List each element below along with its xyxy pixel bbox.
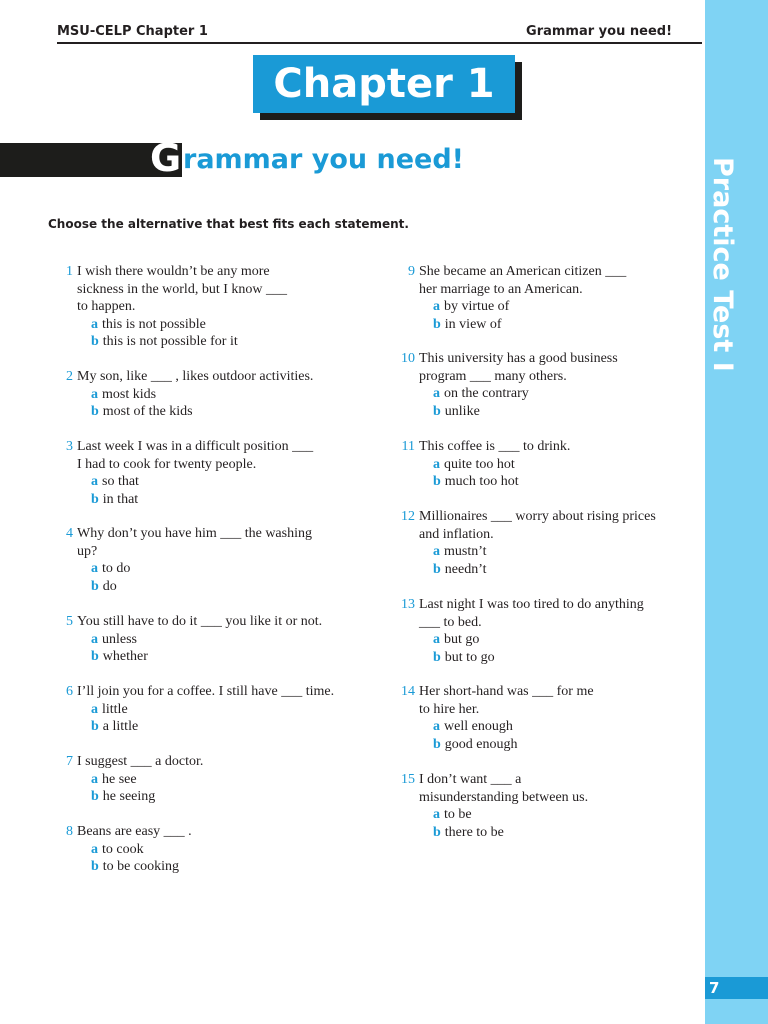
answer-options [91,701,334,736]
header-left: MSU-CELP Chapter 1 [57,24,208,39]
option-letter: b [433,316,441,332]
question-body [77,753,203,806]
option-text: this is not possible for it [102,334,238,349]
question-body [77,263,287,351]
option-letter: a [433,807,440,822]
option-text: there to be [444,824,504,840]
question-text-line: program ___ many others. [419,368,567,384]
option-text: he seeing [102,789,156,804]
option-letter: a [91,474,98,489]
question-text-line: and inflation. [419,526,494,542]
question-text-line: Last night I was too tired to do anything [419,597,644,612]
question-text-line: I suggest ___ a doctor. [77,754,204,769]
option-text: so that [102,474,139,489]
option-text: on the contrary [444,386,529,401]
option-text: by virtue of [444,299,510,314]
answer-options [91,386,313,421]
answer-options [433,456,570,491]
answer-options [433,718,594,753]
answer-option [433,649,644,667]
answer-options [91,560,312,595]
question-number: 15 [401,772,415,787]
option-letter: b [91,334,99,349]
question-body [419,263,626,333]
question-number: 7 [66,754,73,769]
option-letter: a [433,386,440,401]
option-text: mustn’t [444,544,487,559]
option-letter: b [433,736,441,752]
answer-options [433,806,588,841]
question-number: 2 [66,369,73,384]
question-body [77,613,322,666]
option-text: little [102,701,128,717]
option-text: good enough [444,736,518,752]
option-letter: b [91,649,99,664]
option-text: he see [102,771,137,787]
answer-option [433,543,656,561]
answer-option [91,841,192,859]
chapter-heading: Chapter 1 [253,55,515,113]
option-letter: a [91,386,98,402]
answer-option [91,858,192,876]
answer-options [433,631,644,666]
question-text-line: ___ to bed. [419,614,482,630]
question-text-line: I wish there wouldn’t be any more [77,264,270,279]
option-text: to do [102,561,131,576]
option-letter: b [91,719,99,734]
question-text-line: Why don’t you have him ___ the washing [77,526,312,541]
option-letter: b [433,474,441,489]
question-number: 5 [66,614,73,629]
option-letter: a [91,771,98,787]
option-text: quite too hot [444,456,515,472]
question-number: 4 [66,526,73,541]
question-text-line: I had to cook for twenty people. [77,456,257,472]
option-text: to be cooking [102,859,180,874]
answer-option [91,701,334,719]
answer-option [91,333,287,351]
option-letter: b [91,578,99,594]
question-text-line: This coffee is ___ to drink. [419,439,571,454]
answer-options [433,298,626,333]
option-text: this is not possible [102,316,206,332]
option-text: well enough [444,719,513,734]
section-label: Practice Test I [707,157,738,372]
answer-option [433,385,618,403]
answer-option [91,403,313,421]
title-initial: G [150,136,182,180]
answer-options [433,543,656,578]
answer-options [91,771,203,806]
answer-options [91,841,192,876]
question-text-line: her marriage to an American. [419,281,583,297]
answer-option [433,298,626,316]
question-text-line: You still have to do it ___ you like it or not. [77,614,323,629]
option-letter: b [91,404,99,419]
question-body [419,508,656,578]
answer-option [433,718,594,736]
option-text: unless [102,631,137,647]
answer-option [433,456,570,474]
option-letter: b [433,824,441,840]
answer-options [433,385,618,420]
question-body [419,438,570,491]
question-body [77,368,313,421]
question-number: 10 [401,351,415,366]
option-letter: a [433,456,440,472]
option-text: in view of [444,316,502,332]
question-text-line: I’ll join you for a coffee. I still have ___ time. [77,684,335,699]
question-number: 8 [66,824,73,839]
option-text: unlike [444,403,480,419]
side-band [705,0,768,1024]
question-body [77,683,334,736]
question-number: 9 [408,264,415,279]
option-letter: a [91,841,98,857]
answer-option [91,718,334,736]
answer-option [433,561,656,579]
option-text: but to go [444,649,495,665]
question-number: 11 [401,439,415,454]
option-letter: a [91,701,98,717]
option-text: needn’t [444,561,487,577]
answer-options [91,316,287,351]
option-letter: a [433,632,440,647]
question-text-line: up? [77,543,98,559]
answer-option [91,491,313,509]
option-letter: b [433,561,441,577]
option-letter: b [433,403,441,419]
question-body [77,438,313,508]
option-letter: a [433,544,440,559]
answer-option [91,386,313,404]
answer-option [433,473,570,491]
question-number: 3 [66,439,73,454]
question-text-line: This university has a good business [419,351,618,366]
question-number: 1 [66,264,73,279]
option-letter: b [433,649,441,665]
option-text: whether [102,649,148,664]
option-letter: a [91,631,98,647]
answer-option [433,824,588,842]
question-text-line: to happen. [77,299,136,314]
page-number: 7 [705,977,768,999]
question-body [419,596,644,666]
option-letter: b [91,859,99,874]
question-text-line: sickness in the world, but I know ___ [77,281,287,297]
running-header [57,22,702,42]
option-letter: b [91,789,99,804]
question-body [419,350,618,420]
option-letter: a [433,299,440,314]
answer-option [91,473,313,491]
answer-option [433,316,626,334]
question-text-line: Millionaires ___ worry about rising prices [419,509,656,524]
answer-option [433,806,588,824]
question-number: 12 [401,509,415,524]
answer-option [91,788,203,806]
question-body [419,683,594,753]
option-text: but go [444,632,480,647]
option-letter: a [91,316,98,332]
answer-options [91,631,322,666]
question-body [77,525,312,595]
option-text: much too hot [444,474,519,489]
option-text: in that [102,491,139,507]
question-text-line: Last week I was in a difficult position ___ [77,439,314,454]
option-letter: b [91,491,99,507]
option-letter: a [433,719,440,734]
question-text-line: I don’t want ___ a [419,772,522,787]
question-number: 6 [66,684,73,699]
page-title: rammar you need! [183,144,464,175]
option-text: to be [444,807,472,822]
option-text: most kids [102,386,157,402]
option-text: to cook [102,841,144,857]
question-text-line: to hire her. [419,701,480,717]
question-text-line: misunderstanding between us. [419,789,589,805]
answer-option [91,771,203,789]
header-rule [57,42,702,44]
answer-option [433,403,618,421]
question-body [77,823,192,876]
answer-option [91,648,322,666]
answer-option [91,578,312,596]
question-body [419,771,588,841]
answer-option [91,316,287,334]
question-text-line: Her short-hand was ___ for me [419,684,594,699]
question-text-line: She became an American citizen ___ [419,264,627,279]
question-number: 13 [401,597,415,612]
question-text-line: Beans are easy ___ . [77,824,192,839]
option-text: do [102,578,117,594]
option-text: most of the kids [102,404,193,419]
question-text-line: My son, like ___ , likes outdoor activities. [77,369,314,384]
answer-option [91,631,322,649]
answer-option [433,736,594,754]
answer-options [91,473,313,508]
instructions: Choose the alternative that best fits each statement. [48,217,409,231]
answer-option [433,631,644,649]
answer-option [91,560,312,578]
option-text: a little [102,719,139,734]
question-number: 14 [401,684,415,699]
option-letter: a [91,561,98,576]
header-right: Grammar you need! [526,24,672,39]
